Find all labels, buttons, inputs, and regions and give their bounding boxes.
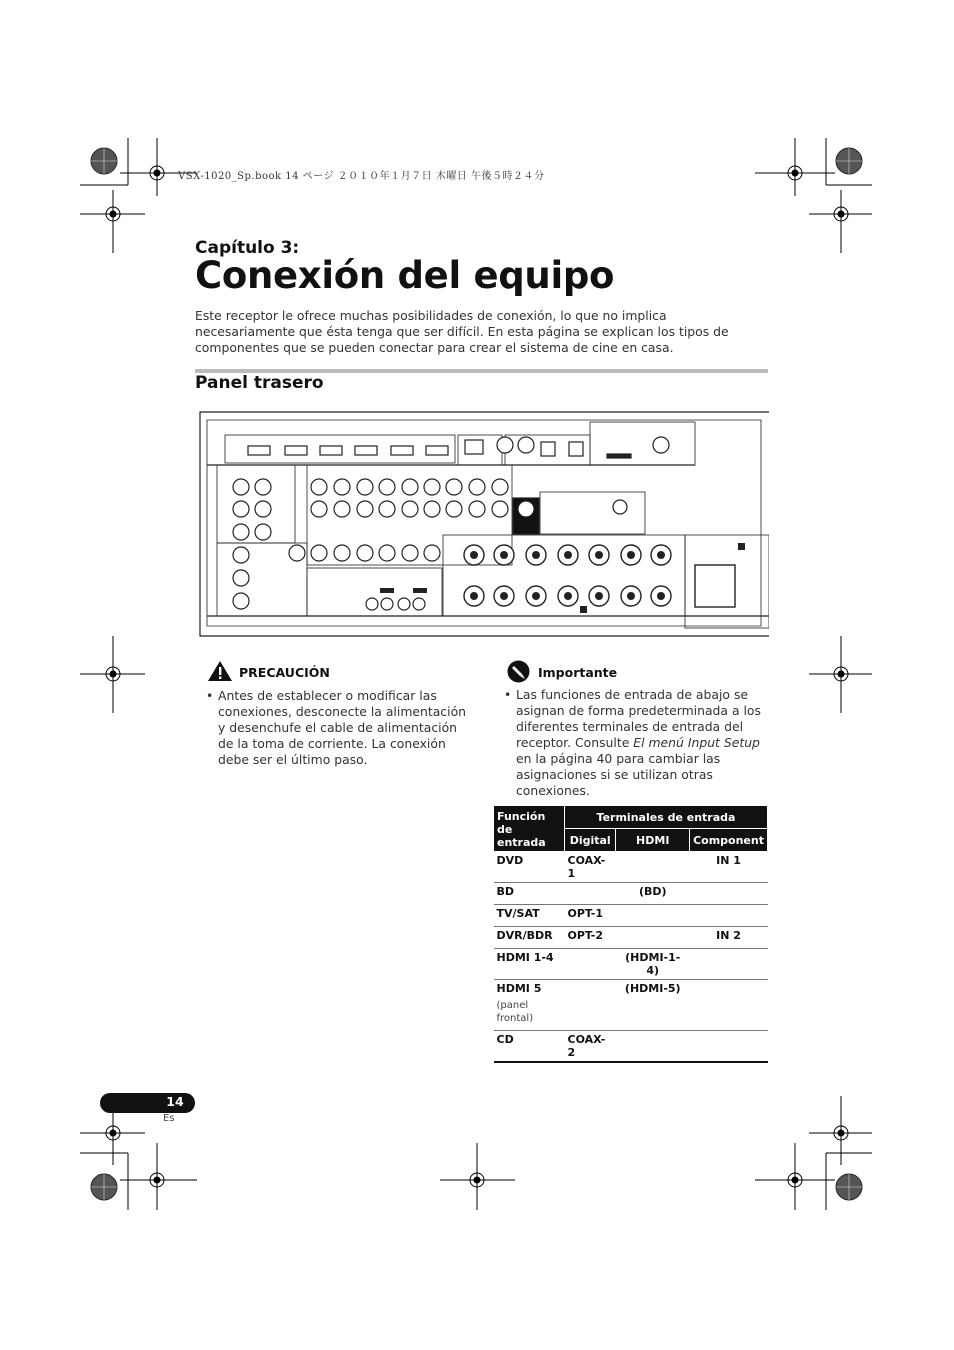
caution-bullet xyxy=(206,688,473,768)
important-bullet-text-pre: Las funciones de entrada de abajo se asignan de forma predeterminada a los diferentes terminales de entrada del receptor. Consulte xyxy=(516,687,761,750)
important-bullet-text-post: en la página 40 para cambiar las asignaciones si se utilizan otras conexiones. xyxy=(516,751,721,798)
section-title: Panel trasero xyxy=(195,373,324,393)
chapter-label: Capítulo 3: xyxy=(195,238,300,258)
file-header-line: VSX-1020_Sp.book 14 ページ ２０１０年１月７日 木曜日 午後５時２４分 xyxy=(178,171,545,182)
cell-function: BD xyxy=(494,883,565,905)
table-row xyxy=(494,852,768,883)
rear-panel-illustration xyxy=(195,410,769,638)
cell-digital xyxy=(565,980,616,1031)
cell-digital xyxy=(565,883,616,905)
page-number: 14 xyxy=(166,1094,184,1109)
cell-function: CD xyxy=(494,1031,565,1063)
cell-hdmi xyxy=(616,1031,690,1063)
table-row xyxy=(494,949,768,980)
col-hdmi-header: HDMI xyxy=(616,829,690,852)
warning-triangle-icon xyxy=(207,660,233,682)
input-assignment-table xyxy=(493,805,768,1063)
cell-function: TV/SAT xyxy=(494,905,565,927)
table-row xyxy=(494,980,768,1031)
page-title: Conexión del equipo xyxy=(195,254,615,297)
important-bullet-menu-ref: El menú Input Setup xyxy=(633,735,760,750)
cell-function: DVR/BDR xyxy=(494,927,565,949)
table-row xyxy=(494,927,768,949)
cell-function: HDMI 1-4 xyxy=(494,949,565,980)
cell-digital: COAX-1 xyxy=(565,852,616,883)
caution-bullet-text: Antes de establecer o modificar las conexiones, desconecte la alimentación y desenchufe el cable de alimentación de la toma de corriente. La conexión debe ser el último paso. xyxy=(218,688,467,767)
cell-hdmi xyxy=(616,852,690,883)
table-row xyxy=(494,905,768,927)
col-function-header: Función de entrada xyxy=(494,806,565,852)
table-row xyxy=(494,883,768,905)
col-group-header: Terminales de entrada xyxy=(565,806,768,829)
cell-function xyxy=(494,980,565,1031)
cell-digital: OPT-2 xyxy=(565,927,616,949)
cell-component xyxy=(690,905,768,927)
cell-component xyxy=(690,949,768,980)
cell-function-note: (panel frontal) xyxy=(496,1000,534,1024)
cell-component xyxy=(690,980,768,1031)
cell-hdmi: (HDMI-5) xyxy=(616,980,690,1031)
cell-digital xyxy=(565,949,616,980)
cell-component: IN 2 xyxy=(690,927,768,949)
language-code: Es xyxy=(163,1113,175,1124)
table-row xyxy=(494,1031,768,1063)
cell-hdmi xyxy=(616,927,690,949)
cell-digital: OPT-1 xyxy=(565,905,616,927)
cell-component xyxy=(690,883,768,905)
important-pen-icon xyxy=(507,660,530,683)
bullet-dot: • xyxy=(206,688,214,703)
cell-component xyxy=(690,1031,768,1063)
col-digital-header: Digital xyxy=(565,829,616,852)
important-bullet xyxy=(504,687,770,799)
cell-hdmi xyxy=(616,905,690,927)
bullet-dot: • xyxy=(504,687,512,702)
caution-heading: PRECAUCIÓN xyxy=(239,665,330,680)
cell-hdmi: (BD) xyxy=(616,883,690,905)
col-component-header: Component xyxy=(690,829,768,852)
cell-function: DVD xyxy=(494,852,565,883)
intro-paragraph: Este receptor le ofrece muchas posibilidades de conexión, lo que no implica necesariamente que ésta tenga que ser difícil. En esta página se explican los tipos de componentes que se pueden conectar para crear el sistema de cine en casa. xyxy=(195,308,729,355)
cell-component: IN 1 xyxy=(690,852,768,883)
important-heading: Importante xyxy=(538,665,618,680)
cell-digital: COAX-2 xyxy=(565,1031,616,1063)
cell-function-name: HDMI 5 xyxy=(496,982,542,995)
cell-hdmi: (HDMI-1-4) xyxy=(616,949,690,980)
